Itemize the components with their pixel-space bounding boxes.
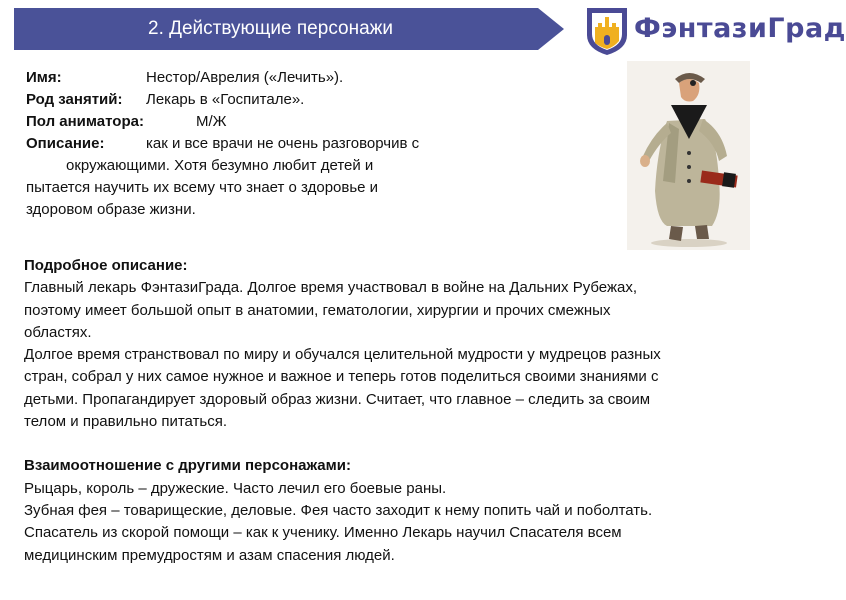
relations-line: медицинским премудростям и азам спасения людей. bbox=[24, 546, 395, 564]
character-illustration bbox=[627, 61, 750, 250]
gender-value: М/Ж bbox=[196, 113, 227, 130]
relations-line: Зубная фея – товарищеские, деловые. Фея часто заходит к нему попить чай и поболтать. bbox=[24, 501, 653, 519]
character-info bbox=[26, 67, 476, 221]
relations-line: Спасатель из скорой помощи – как к ученику. Именно Лекарь научил Спасателя всем bbox=[24, 524, 622, 542]
detailed-line: детьми. Пропагандирует здоровый образ жизни. Считает, что главное – следить за своим bbox=[24, 390, 651, 408]
gender-label: Пол аниматора: bbox=[26, 113, 144, 130]
logo-wordmark: ФэнтазиГрад bbox=[634, 13, 846, 44]
section-banner bbox=[14, 8, 564, 50]
detailed-line: стран, собрал у них самое нужное и важное и теперь готов поделиться своими знаниями с bbox=[24, 368, 659, 386]
castle-shield-icon bbox=[584, 5, 630, 57]
detailed-line: поэтому имеет большой опыт в анатомии, гематологии, хирургии и прочих смежных bbox=[24, 301, 611, 319]
fantazigrad-logo bbox=[584, 5, 846, 57]
description-line: здоровом образе жизни. bbox=[26, 201, 196, 218]
description-line: окружающими. Хотя безумно любит детей и bbox=[66, 157, 374, 174]
name-label: Имя: bbox=[26, 69, 62, 86]
main-text bbox=[24, 255, 784, 567]
name-value: Нестор/Аврелия («Лечить»). bbox=[146, 69, 344, 86]
occupation-value: Лекарь в «Госпитале». bbox=[146, 91, 305, 108]
description-label: Описание: bbox=[26, 135, 105, 152]
section-title: 2. Действующие персонажи bbox=[148, 18, 393, 39]
detailed-line: Долгое время странствовал по миру и обучался целительной мудрости у мудрецов разных bbox=[24, 346, 661, 364]
detailed-line: телом и правильно питаться. bbox=[24, 413, 228, 431]
detailed-heading: Подробное описание: bbox=[24, 257, 188, 274]
description-line: пытается научить их всему что знает о здоровье и bbox=[26, 179, 379, 196]
relations-heading: Взаимоотношение с другими персонажами: bbox=[24, 457, 351, 475]
description-line: как и все врачи не очень разговорчив с bbox=[146, 135, 420, 152]
relations-line: Рыцарь, король – дружеские. Часто лечил его боевые раны. bbox=[24, 479, 447, 497]
occupation-label: Род занятий: bbox=[26, 91, 123, 108]
detailed-line: Главный лекарь ФэнтазиГрада. Долгое время участвовал в войне на Дальних Рубежах, bbox=[24, 279, 638, 297]
detailed-line: областях. bbox=[24, 323, 92, 341]
